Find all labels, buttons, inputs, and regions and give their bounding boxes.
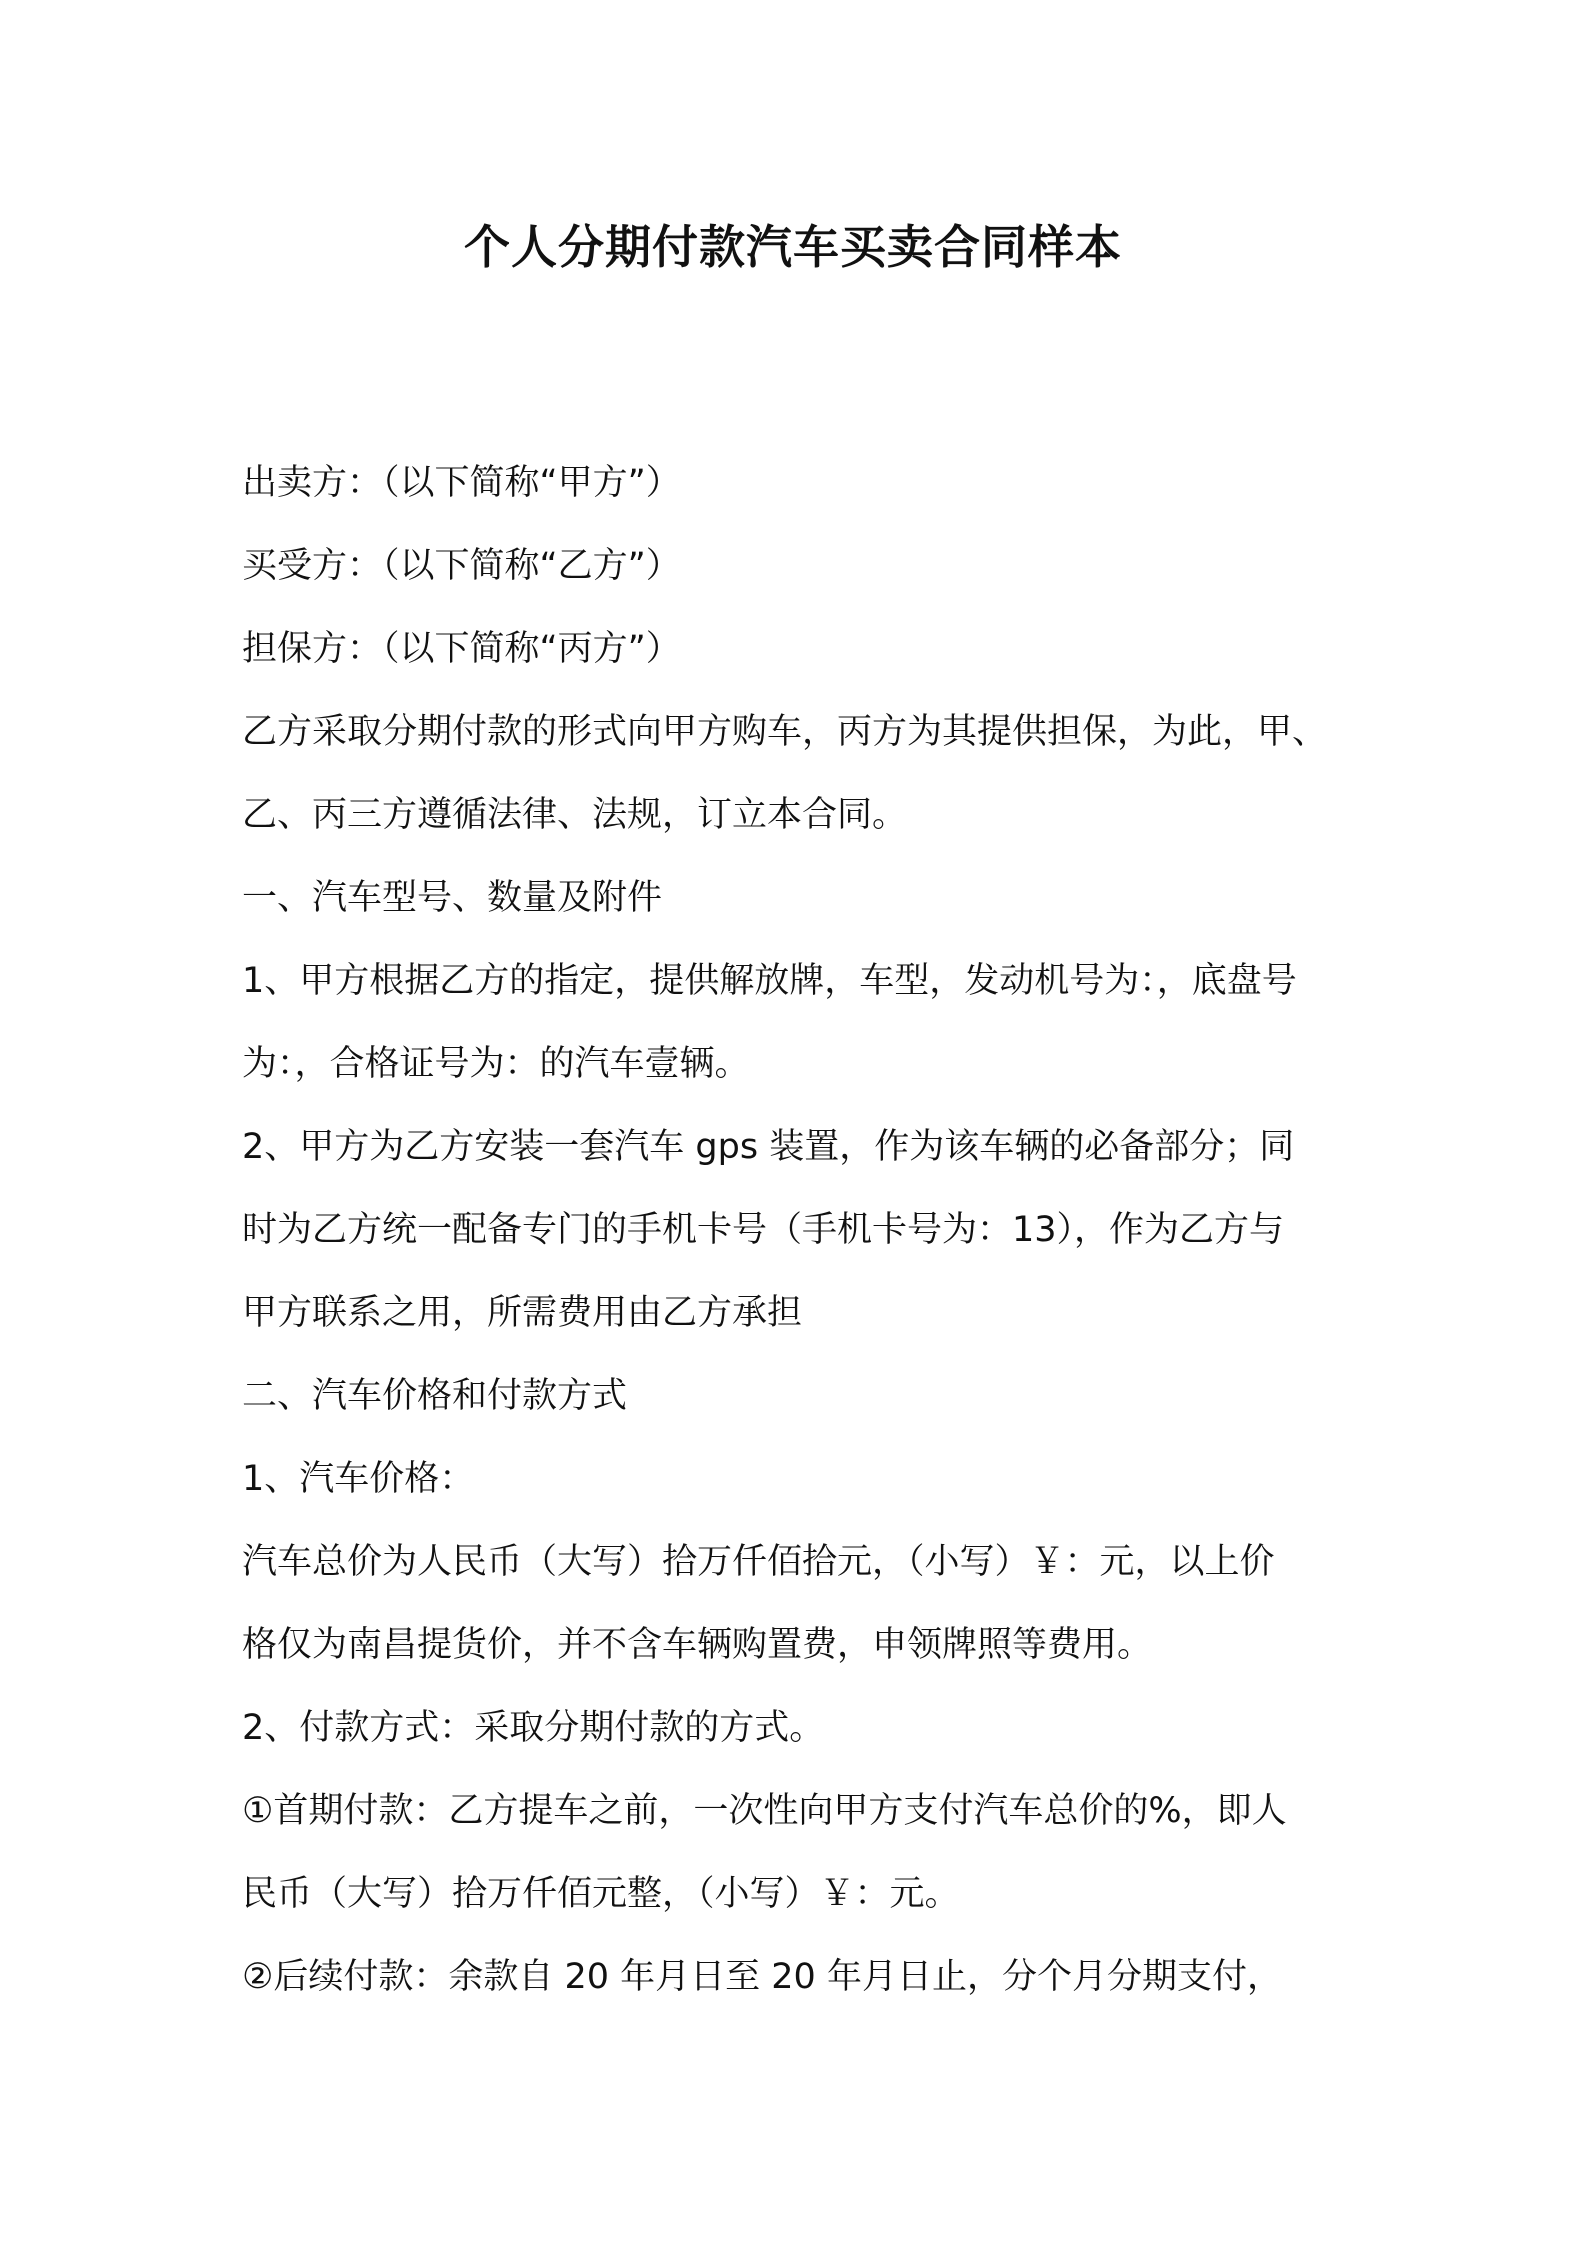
clause-buyer: 买受方：（以下简称“乙方”） bbox=[242, 546, 681, 586]
clause-1-2-line-2: 时为乙方统一配备专门的手机卡号（手机卡号为：13），作为乙方与 bbox=[242, 1210, 1285, 1250]
down-payment-line-1: ①首期付款：乙方提车之前，一次性向甲方支付汽车总价的%，即人 bbox=[242, 1791, 1287, 1831]
preamble-line-1: 乙方采取分期付款的形式向甲方购车，丙方为其提供担保，为此，甲、 bbox=[242, 712, 1328, 752]
down-payment-line-2: 民币（大写）拾万仟佰元整，（小写）￥：元。 bbox=[242, 1874, 960, 1914]
clause-1-2-line-1: 2、甲方为乙方安装一套汽车 gps 装置，作为该车辆的必备部分；同 bbox=[242, 1127, 1295, 1167]
clause-guarantor: 担保方：（以下简称“丙方”） bbox=[242, 629, 681, 669]
clause-1-1-line-2: 为：，合格证号为：的汽车壹辆。 bbox=[242, 1044, 750, 1084]
clause-2-1-heading: 1、汽车价格： bbox=[242, 1459, 475, 1499]
document-title: 个人分期付款汽车买卖合同样本 bbox=[464, 220, 1122, 274]
section-heading-1: 一、汽车型号、数量及附件 bbox=[242, 878, 663, 918]
section-heading-2: 二、汽车价格和付款方式 bbox=[242, 1376, 628, 1416]
clause-1-2-line-3: 甲方联系之用，所需费用由乙方承担 bbox=[242, 1293, 803, 1333]
clause-1-1-line-1: 1、甲方根据乙方的指定，提供解放牌，车型，发动机号为：，底盘号 bbox=[242, 961, 1297, 1001]
clause-seller: 出卖方：（以下简称“甲方”） bbox=[242, 463, 681, 503]
clause-2-2-heading: 2、付款方式：采取分期付款的方式。 bbox=[242, 1708, 825, 1748]
clause-2-1-line-2: 格仅为南昌提货价，并不含车辆购置费，申领牌照等费用。 bbox=[242, 1625, 1153, 1665]
installment-line-1: ②后续付款：余款自 20 年月日至 20 年月日止，分个月分期支付， bbox=[242, 1957, 1282, 1997]
document-body bbox=[242, 442, 1354, 2019]
preamble-line-2: 乙、丙三方遵循法律、法规，订立本合同。 bbox=[242, 795, 908, 835]
clause-2-1-line-1: 汽车总价为人民币（大写）拾万仟佰拾元，（小写）￥：元，以上价 bbox=[242, 1542, 1275, 1582]
